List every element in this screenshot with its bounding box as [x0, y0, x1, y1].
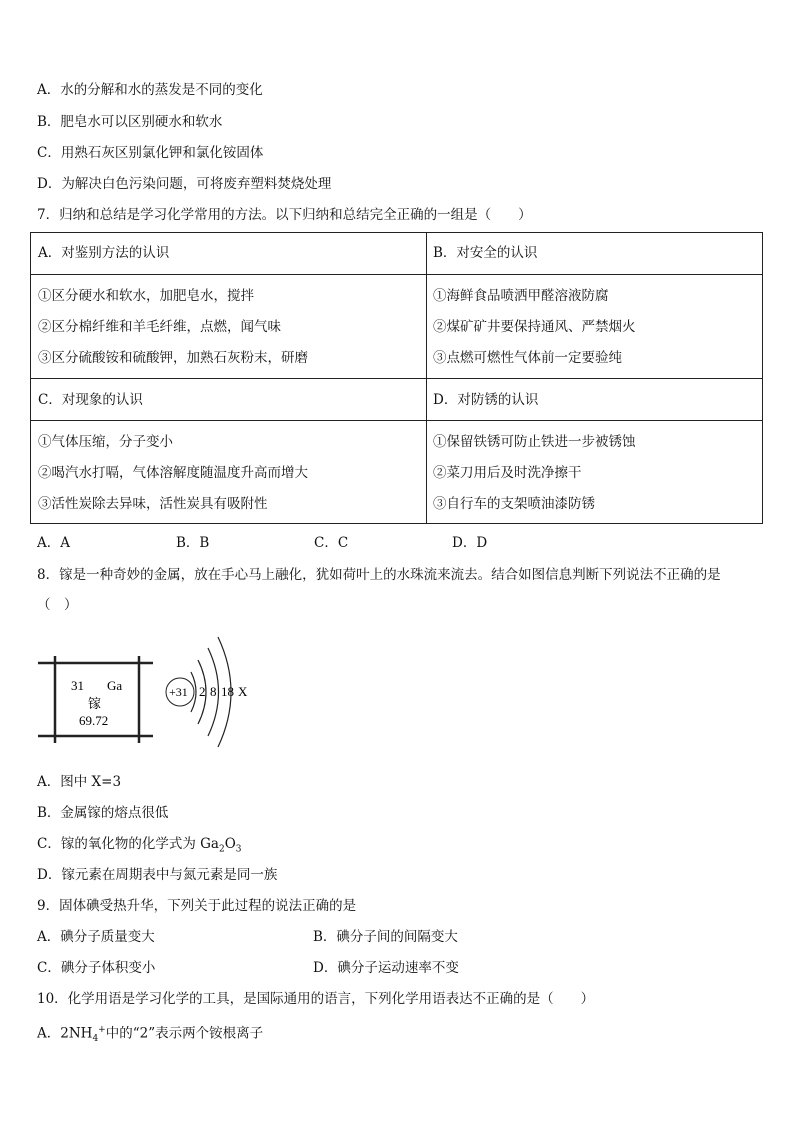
cell-a-item: ③区分硫酸铵和硫酸钾，加熟石灰粉末，研磨 [38, 350, 308, 366]
atomic-mass: 69.72 [79, 713, 109, 728]
nucleus-charge: +31 [169, 685, 188, 699]
cell-c-item: ②喝汽水打嗝，气体溶解度随温度升高而增大 [38, 465, 308, 481]
shell-electron-count: 18 [221, 684, 234, 699]
q10-option-a [37, 1021, 263, 1048]
q9-option-d: D．碘分子运动速率不变 [313, 960, 459, 976]
q10-option-a-text: A．2NH [37, 1025, 93, 1042]
q7-option-b: B．B [176, 535, 210, 551]
element-symbol: Ga [107, 678, 123, 693]
shell-electron-count: X [238, 684, 248, 699]
subscript: 3 [235, 844, 242, 855]
q8-option-c-text: O [224, 836, 236, 852]
q8-option-d: D．镓元素在周期表中与氮元素是同一族 [37, 867, 278, 883]
cell-c-heading: C．对现象的认识 [38, 392, 143, 408]
element-name: 镓 [88, 697, 102, 712]
q7-option-d: D．D [452, 535, 488, 551]
cell-b-heading: B．对安全的认识 [433, 245, 538, 261]
table-divider [31, 420, 762, 421]
cell-a-item: ①区分硬水和软水，加肥皂水，搅拌 [38, 288, 254, 304]
subscript: 4 [92, 1034, 99, 1045]
cell-d-heading: D．对防锈的认识 [433, 392, 539, 408]
q9-option-b: B．碘分子间的间隔变大 [313, 929, 458, 945]
q7-option-c: C．C [314, 535, 349, 551]
shell-electron-count: 2 [199, 684, 206, 699]
q9-option-c: C．碘分子体积变小 [37, 960, 156, 976]
q10-stem: 10．化学用语是学习化学的工具，是国际通用的语言，下列化学用语表达不正确的是（ ） [37, 991, 595, 1007]
q8-option-c-text: C．镓的氧化物的化学式为 Ga [37, 836, 219, 852]
cell-a-items [38, 287, 308, 380]
q7-table [30, 232, 763, 524]
cell-a-item: ②区分棉纤维和羊毛纤维，点燃，闻气味 [38, 319, 281, 335]
superscript: + [98, 1025, 106, 1035]
cell-c-item: ①气体压缩，分子变小 [38, 434, 173, 450]
cell-b-items [433, 287, 636, 380]
cell-b-item: ②煤矿矿井要保持通风、严禁烟火 [433, 319, 636, 335]
shell-electron-count: 8 [210, 684, 217, 699]
cell-d-item: ②菜刀用后及时洗净擦干 [433, 465, 582, 481]
q8-stem: 8．镓是一种奇妙的金属，放在手心马上融化，犹如荷叶上的水珠流来流去。结合如图信息判断下列说法不正确的是 [37, 567, 721, 583]
cell-b-item: ①海鲜食品喷洒甲醛溶液防腐 [433, 288, 609, 304]
q8-option-b: B．金属镓的熔点很低 [37, 805, 169, 821]
q7-option-a: A．A [37, 535, 70, 551]
atomic-number: 31 [71, 678, 84, 693]
q6-option-b: B．肥皂水可以区别硬水和软水 [37, 114, 223, 130]
subscript: 2 [218, 844, 225, 855]
q8-option-c [37, 835, 242, 859]
table-divider [31, 274, 762, 275]
q8-stem-blank: （ ） [37, 597, 78, 613]
q6-option-a: A．水的分解和水的蒸发是不同的变化 [37, 82, 263, 98]
q9-option-a: A．碘分子质量变大 [37, 929, 155, 945]
table-divider [426, 233, 427, 523]
q8-option-a: A．图中 X=3 [37, 774, 122, 790]
q6-option-c: C．用熟石灰区别氯化钾和氯化铵固体 [37, 145, 264, 161]
cell-d-items [433, 433, 636, 526]
cell-d-item: ①保留铁锈可防止铁进一步被锈蚀 [433, 434, 636, 450]
gallium-element-figure [38, 628, 258, 758]
cell-d-item: ③自行车的支架喷油漆防锈 [433, 496, 595, 512]
cell-b-item: ③点燃可燃性气体前一定要验纯 [433, 350, 622, 366]
cell-c-item: ③活性炭除去异味，活性炭具有吸附性 [38, 496, 268, 512]
gallium-diagram [38, 628, 258, 758]
cell-c-items [38, 433, 308, 526]
q9-stem: 9．固体碘受热升华，下列关于此过程的说法正确的是 [37, 898, 357, 914]
q6-option-d: D．为解决白色污染问题，可将废弃塑料焚烧处理 [37, 176, 332, 192]
q7-stem: 7．归纳和总结是学习化学常用的方法。以下归纳和总结完全正确的一组是（ ） [37, 207, 532, 223]
q10-option-a-text: 中的“2”表示两个铵根离子 [105, 1025, 264, 1042]
cell-a-heading: A．对鉴别方法的认识 [38, 245, 170, 261]
